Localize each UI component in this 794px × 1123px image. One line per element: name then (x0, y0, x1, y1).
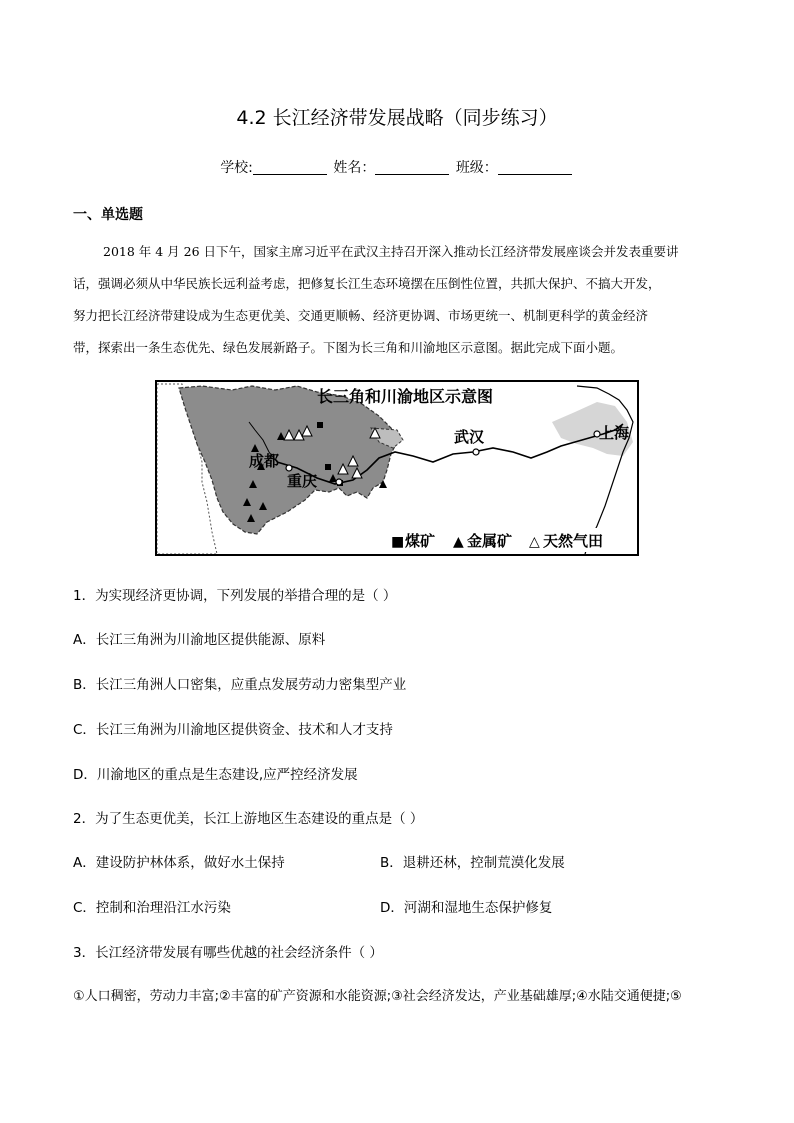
q1-option-c[interactable]: C．长江三角洲为川渝地区提供资金、技术和人才支持 (73, 722, 393, 738)
chengdu-marker (286, 465, 292, 471)
section-heading: 一、单选题 (73, 207, 143, 223)
class-blank[interactable] (498, 160, 572, 175)
q1-option-b[interactable]: B．长江三角洲人口密集，应重点发展劳动力密集型产业 (73, 677, 407, 693)
legend-gas: 天然气田 (543, 532, 604, 550)
q2-option-c[interactable]: C．控制和治理沿江水污染 (73, 900, 231, 916)
question-1-stem: 1．为实现经济更协调，下列发展的举措合理的是（ ） (73, 588, 397, 604)
city-label-wuhan: 武汉 (454, 428, 485, 446)
page-title: 4.2 长江经济带发展战略（同步练习） (236, 107, 558, 129)
city-label-chongqing: 重庆 (287, 472, 318, 490)
map-legend (379, 528, 635, 552)
legend-gas-symbol: △ (529, 534, 540, 550)
map-figure (157, 382, 637, 554)
passage-line: 带，探索出一条生态优先、绿色发展新路子。下图为长三角和川渝地区示意图。据此完成下面小题。 (73, 340, 624, 355)
city-label-chengdu: 成都 (249, 452, 280, 470)
class-label: 班级： (455, 160, 498, 176)
legend-metal: 金属矿 (467, 532, 513, 550)
map-title: 长三角和川渝地区示意图 (317, 387, 494, 406)
q2-option-d[interactable]: D．河湖和湿地生态保护修复 (380, 900, 553, 916)
q1-option-a[interactable]: A．长江三角洲为川渝地区提供能源、原料 (73, 632, 326, 648)
passage-line: 话，强调必须从中华民族长远利益考虑，把修复长江生态环境摆在压倒性位置，共抓大保护、不搞大开发， (73, 276, 661, 291)
school-label: 学校: (220, 160, 253, 176)
passage (73, 236, 721, 364)
city-label-shanghai: 上海 (599, 424, 630, 442)
name-blank[interactable] (375, 160, 449, 175)
name-label: 姓名： (333, 160, 376, 176)
school-blank[interactable] (253, 160, 327, 175)
legend-coal-symbol: ■ (391, 534, 405, 550)
q2-option-a[interactable]: A．建设防护林体系，做好水土保持 (73, 855, 285, 871)
question-3-stem: 3．长江经济带发展有哪些优越的社会经济条件（ ） (73, 945, 383, 961)
coal-marker (325, 464, 331, 470)
passage-line: 2018 年 4 月 26 日下午，国家主席习近平在武汉主持召开深入推动长江经济带发展座谈会并发表重要讲 (103, 244, 679, 259)
legend-metal-symbol: ▲ (453, 534, 464, 550)
region-map (155, 380, 639, 556)
sichuan-chongqing-region (179, 386, 397, 534)
q2-option-b[interactable]: B．退耕还林，控制荒漠化发展 (380, 855, 565, 871)
question-2-stem: 2．为了生态更优美，长江上游地区生态建设的重点是（ ） (73, 811, 424, 827)
passage-line: 努力把长江经济带建设成为生态更优美、交通更顺畅、经济更协调、市场更统一、机制更科学的黄金经济 (73, 308, 649, 323)
student-info-line (0, 157, 794, 177)
q1-option-d[interactable]: D．川渝地区的重点是生态建设,应严控经济发展 (73, 767, 358, 783)
wuhan-marker (473, 449, 479, 455)
legend-coal: 煤矿 (405, 532, 436, 550)
coal-marker (317, 422, 323, 428)
chongqing-marker (336, 479, 342, 485)
q3-statements: ①人口稠密，劳动力丰富;②丰富的矿产资源和水能资源;③社会经济发达，产业基础雄厚;④水陆交通便捷;⑤ (73, 989, 682, 1004)
